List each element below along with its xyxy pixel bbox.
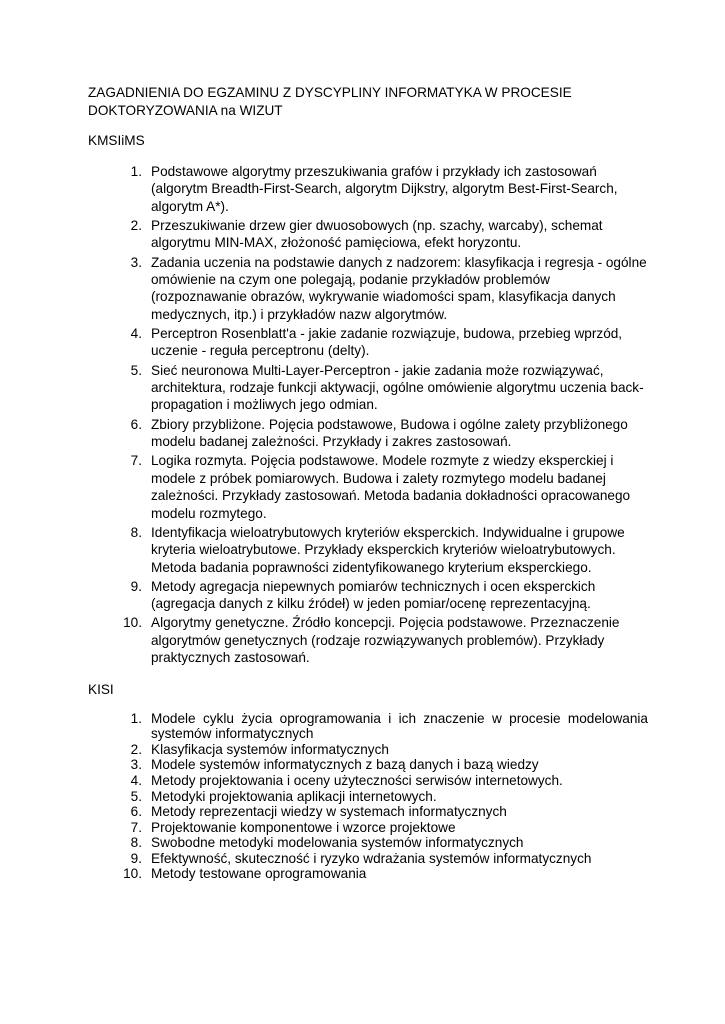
document-page (88, 84, 648, 882)
item-number: 9. (130, 578, 142, 594)
item-text: Metody testowane oprogramowania (151, 866, 367, 882)
item-text: Podstawowe algorytmy przeszukiwania grafów i przykłady ich zastosowań (algorytm Breadth-First-Search, algorytm Dijkstry, algorytm Best-First-Search, algorytm A*). (151, 164, 618, 214)
list-item (88, 325, 648, 360)
item-number: 7. (130, 453, 142, 469)
list-item (88, 851, 648, 867)
item-number: 2. (130, 218, 142, 234)
list-item (88, 452, 648, 522)
item-text: Algorytmy genetyczne. Źródło koncepcji. Pojęcia podstawowe. Przeznaczenie algorytmów genetycznych (rodzaje rozwiązywanych problemów). Przykłady praktycznych zastosowań. (151, 615, 620, 666)
list-item (88, 578, 648, 613)
list-item (88, 757, 648, 773)
list-item (88, 416, 648, 451)
list-item (88, 804, 648, 820)
item-number: 2. (130, 741, 142, 757)
list-item (88, 254, 648, 324)
item-text: Metody reprezentacji wiedzy w systemach informatycznych (151, 804, 507, 820)
item-number: 6. (130, 804, 142, 820)
item-text: Metodyki projektowania aplikacji internetowych. (151, 788, 437, 804)
list-item (88, 866, 648, 882)
item-text: Modele systemów informatycznych z bazą danych i bazą wiedzy (151, 757, 539, 773)
list-item (88, 163, 648, 215)
item-number: 7. (130, 819, 142, 835)
list-item (88, 789, 648, 805)
list-item (88, 742, 648, 758)
kmsiims-topic-list (88, 163, 648, 667)
item-text: Metody agregacja niepewnych pomiarów technicznych i ocen eksperckich (agregacja danych z kilku źródeł) w jeden pomiar/ocenę reprezentacyjną. (151, 578, 596, 612)
list-item (88, 711, 648, 742)
item-number: 3. (130, 757, 142, 773)
section-heading-kmsiims: KMSIiMS (88, 133, 145, 148)
document-title: ZAGADNIENIA DO EGZAMINU Z DYSCYPLINY INFORMATYKA W PROCESIE DOKTORYZOWANIA na WIZUT (88, 85, 572, 118)
item-number: 6. (130, 416, 142, 432)
section-heading-kisi: KISI (88, 681, 114, 697)
item-number: 4. (130, 772, 142, 788)
item-text: Klasyfikacja systemów informatycznych (151, 741, 389, 757)
item-text: Projektowanie komponentowe i wzorce projektowe (151, 819, 456, 835)
item-text: Efektywność, skuteczność i ryzyko wdrażania systemów informatycznych (151, 850, 592, 866)
list-item (88, 614, 648, 666)
item-text: Modele cyklu życia oprogramowania i ich znaczenie w procesie modelowania systemów informatycznych (151, 710, 648, 742)
list-item (88, 362, 648, 414)
item-number: 4. (130, 326, 142, 342)
item-text: Zadania uczenia na podstawie danych z nadzorem: klasyfikacja i regresja - ogólne omówienie na czym one polegają, podanie przykładów problemów (rozpoznawanie obrazów, wykrywanie wiadomości spam, klasyfikacja danych medycznych, itp.) i przykładów nazw algorytmów. (151, 254, 647, 322)
list-item (88, 820, 648, 836)
list-item (88, 217, 648, 252)
item-number: 10. (123, 615, 142, 631)
item-text: Sieć neuronowa Multi-Layer-Perceptron - jakie zadania może rozwiązywać, architektura, rodzaje funkcji aktywacji, ogólne omówienie algorytmu uczenia back-propagation i możliwych jego odmian. (151, 362, 644, 413)
item-text: Przeszukiwanie drzew gier dwuosobowych (np. szachy, warcaby), schemat algorytmu MIN-MAX, złożoność pamięciowa, efekt horyzontu. (151, 218, 603, 251)
list-item (88, 773, 648, 789)
item-number: 10. (123, 866, 142, 882)
item-number: 1. (130, 164, 142, 179)
item-number: 5. (130, 362, 142, 378)
item-text: Identyfikacja wieloatrybutowych kryteriów eksperckich. Indywidualne i grupowe kryteria wieloatrybutowe. Przykłady eksperckich kryteriów wieloatrybutowych. Metoda badania poprawności zidentyfikowanego kryterium eksperckiego. (151, 524, 625, 575)
item-text: Logika rozmyta. Pojęcia podstawowe. Modele rozmyte z wiedzy eksperckiej i modele z próbek pomiarowych. Budowa i zalety rozmytego modelu badanej zależności. Przykłady zastosowań. Metoda badania dokładności opracowanego modelu rozmytego. (151, 453, 631, 521)
item-number: 8. (130, 835, 142, 851)
item-text: Metody projektowania i oceny użyteczności serwisów internetowych. (151, 772, 563, 788)
kisi-topic-list (88, 711, 648, 883)
item-number: 1. (130, 710, 142, 726)
item-text: Perceptron Rosenblatt'a - jakie zadanie rozwiązuje, budowa, przebieg wprzód, uczenie - reguła perceptronu (delty). (151, 326, 623, 359)
item-text: Swobodne metodyki modelowania systemów informatycznych (151, 835, 524, 851)
item-number: 3. (130, 254, 142, 270)
item-text: Zbiory przybliżone. Pojęcia podstawowe, Budowa i ogólne zalety przybliżonego modelu badanej zależności. Przykłady i zakres zastosowań. (151, 416, 628, 450)
item-number: 9. (130, 850, 142, 866)
item-number: 8. (130, 524, 142, 540)
list-item (88, 524, 648, 576)
list-item (88, 835, 648, 851)
item-number: 5. (130, 788, 142, 804)
